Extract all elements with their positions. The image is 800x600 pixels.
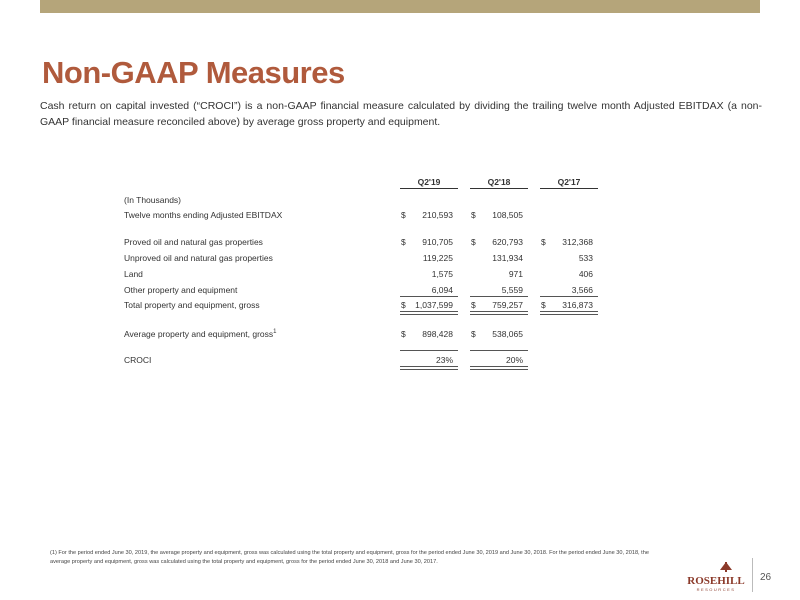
cell-land-q2-17: 406	[578, 269, 593, 279]
cell-average-q2-18: 538,065	[492, 329, 523, 339]
cell-other-q2-19: 6,094	[431, 285, 453, 295]
cell-proved-q2-17: 312,368	[562, 237, 593, 247]
croci-top-rule	[470, 350, 528, 351]
currency-symbol: $	[541, 300, 546, 310]
logo-subtitle: RESOURCES	[696, 587, 736, 592]
cell-unproved-q2-17: 533	[578, 253, 593, 263]
page-number: 26	[760, 572, 772, 583]
currency-symbol: $	[401, 300, 406, 310]
average-label-text: Average property and equipment, gross	[124, 329, 274, 339]
column-header-q2-19: Q2'19	[417, 177, 441, 187]
units-label: (In Thousands)	[124, 195, 182, 205]
cell-land-q2-18: 971	[508, 269, 523, 279]
header-rule	[400, 188, 458, 189]
cell-unproved-q2-19: 119,225	[422, 253, 453, 263]
logo-wordmark: ROSEHILL	[687, 575, 745, 587]
row-label-total: Total property and equipment, gross	[124, 300, 260, 310]
page-title: Non-GAAP Measures	[42, 55, 345, 90]
cell-proved-q2-18: 620,793	[492, 237, 523, 247]
currency-symbol: $	[401, 329, 406, 339]
cell-other-q2-18: 5,559	[501, 285, 523, 295]
footnote: (1) For the period ended June 30, 2019, the average property and equipment, gross was calculated using the total property and equipment, gross for the period ended June 30, 2019 and June 30, 2018. For the period ended June 30, 2018, the average property and equipment, gross was calculated using the total property and equipment, gross for the period ended June 30, 2018 and June 30, 2017.	[50, 550, 649, 565]
cell-total-q2-19: 1,037,599	[415, 300, 453, 310]
cell-land-q2-19: 1,575	[431, 269, 453, 279]
rosehill-logo	[686, 560, 746, 594]
currency-symbol: $	[401, 237, 406, 247]
row-label-croci: CROCI	[124, 355, 152, 365]
currency-symbol: $	[541, 237, 546, 247]
currency-symbol: $	[471, 329, 476, 339]
currency-symbol: $	[471, 300, 476, 310]
currency-symbol: $	[471, 210, 476, 220]
row-label-other: Other property and equipment	[124, 285, 238, 295]
footnote-marker: 1	[273, 329, 277, 336]
row-label-proved: Proved oil and natural gas properties	[124, 237, 263, 247]
cell-unproved-q2-18: 131,934	[492, 253, 523, 263]
header-rule	[470, 188, 528, 189]
cell-average-q2-19: 898,428	[422, 329, 453, 339]
header-rule	[540, 188, 598, 189]
footer-divider	[752, 558, 753, 592]
column-header-q2-18: Q2'18	[487, 177, 511, 187]
cell-total-q2-17: 316,873	[562, 300, 593, 310]
row-label-land: Land	[124, 269, 143, 279]
total-double-rule	[400, 311, 458, 315]
total-double-rule	[470, 311, 528, 315]
cell-ebitdax-q2-18: 108,505	[492, 210, 523, 220]
currency-symbol: $	[471, 237, 476, 247]
subtotal-rule	[470, 296, 528, 297]
row-label-unproved: Unproved oil and natural gas properties	[124, 253, 273, 263]
subtotal-rule	[540, 296, 598, 297]
cell-total-q2-18: 759,257	[492, 300, 523, 310]
row-label-ebitdax: Twelve months ending Adjusted EBITDAX	[124, 210, 283, 220]
total-double-rule	[540, 311, 598, 315]
croci-top-rule	[400, 350, 458, 351]
intro-paragraph: Cash return on capital invested (“CROCI”) is a non-GAAP financial measure calculated by dividing the trailing twelve month Adjusted EBITDAX (a non-GAAP financial measure reconciled above) by average gross property and equipment.	[40, 100, 762, 128]
croci-double-rule	[400, 366, 458, 370]
row-label-average	[124, 329, 277, 339]
cell-croci-q2-19: 23%	[435, 355, 453, 365]
cell-croci-q2-18: 20%	[505, 355, 523, 365]
cell-proved-q2-19: 910,705	[422, 237, 453, 247]
cell-ebitdax-q2-19: 210,593	[422, 210, 453, 220]
croci-double-rule	[470, 366, 528, 370]
subtotal-rule	[400, 296, 458, 297]
cell-other-q2-17: 3,566	[571, 285, 593, 295]
currency-symbol: $	[401, 210, 406, 220]
column-header-q2-17: Q2'17	[557, 177, 581, 187]
